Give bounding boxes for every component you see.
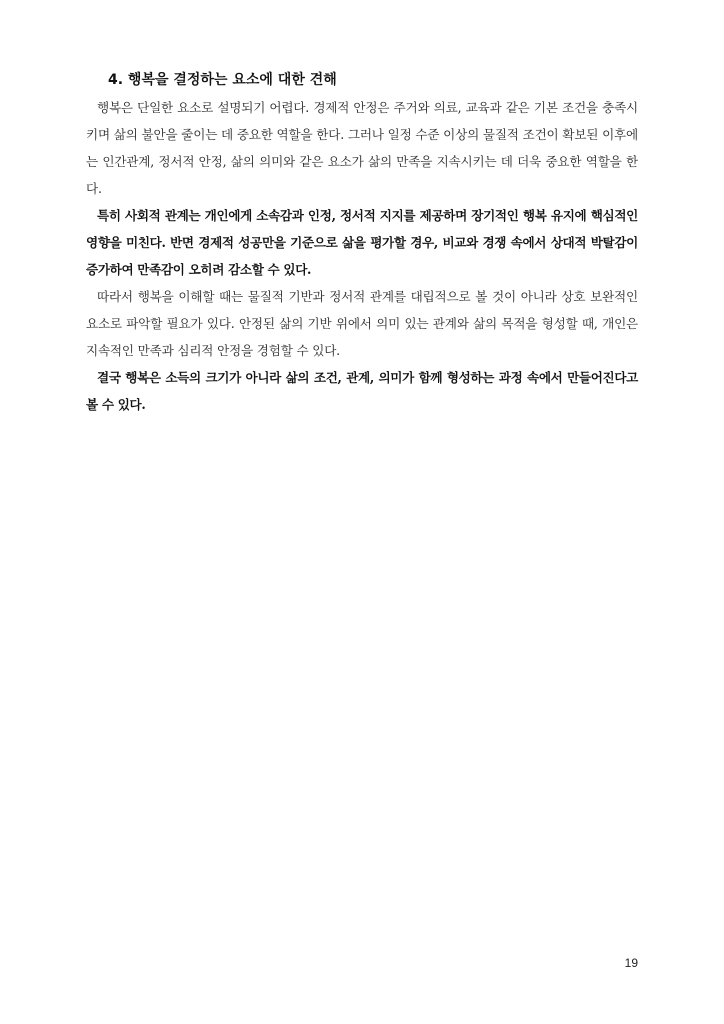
page-number: 19 <box>624 956 638 970</box>
paragraph-complementary-factors: 따라서 행복을 이해할 때는 물질적 기반과 정서적 관계를 대립적으로 볼 것이 아니라 상호 보완적인 요소로 파악할 필요가 있다. 안정된 삶의 기반 위에서 의미 있는 관계와 삶의 목적을 형성할 때, 개인은 지속적인 만족과 심리적 안정을 경험할 수 있다. <box>86 289 638 358</box>
paragraph-social-relations: 특히 사회적 관계는 개인에게 소속감과 인정, 정서적 지지를 제공하며 장기적인 행복 유지에 핵심적인 영향을 미친다. 반면 경제적 성공만을 기준으로 삶을 평가할 경우, 비교와 경쟁 속에서 상대적 박탈감이 증가하여 만족감이 오히려 감소할 수 있다. <box>86 208 638 277</box>
section-heading: 4. 행복을 결정하는 요소에 대한 견해 <box>108 72 337 88</box>
paragraph-economic-stability: 행복은 단일한 요소로 설명되기 어렵다. 경제적 안정은 주거와 의료, 교육과 같은 기본 조건을 충족시키며 삶의 불안을 줄이는 데 중요한 역할을 한다. 그러나 일정 수준 이상의 물질적 조건이 확보된 이후에는 인간관계, 정서적 안정, 삶의 의미와 같은 요소가 삶의 만족을 지속시키는 데 더욱 중요한 역할을 한다. <box>86 100 638 196</box>
page-content <box>86 70 638 418</box>
paragraph-conclusion: 결국 행복은 소득의 크기가 아니라 삶의 조건, 관계, 의미가 함께 형성하는 과정 속에서 만들어진다고 볼 수 있다. <box>86 370 638 412</box>
